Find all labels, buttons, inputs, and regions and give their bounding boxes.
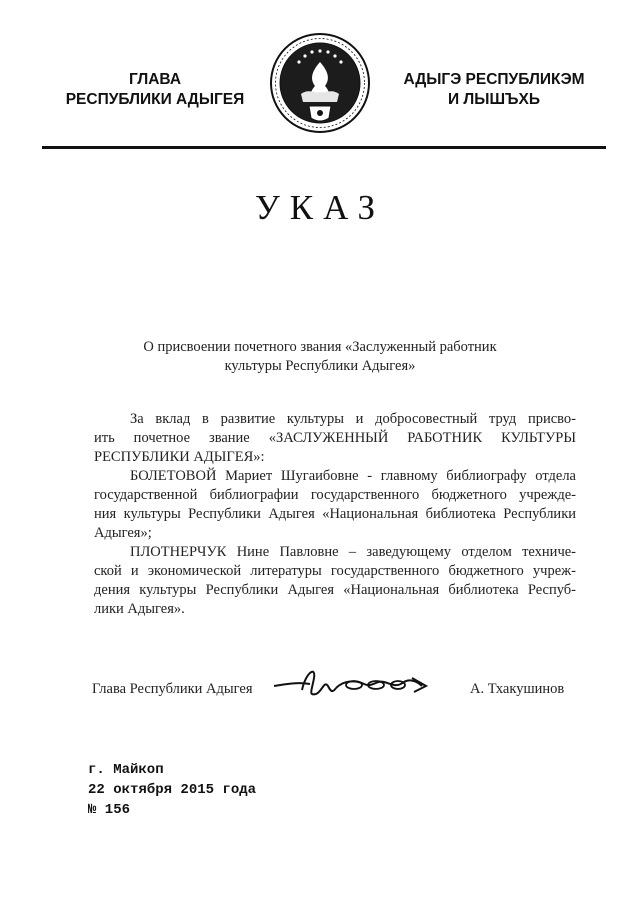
document-title: УКАЗ xyxy=(254,188,386,227)
body-line: ской и экономической литературы государственного бюджетного учреж- xyxy=(94,563,576,579)
coat-of-arms-icon xyxy=(269,32,371,134)
footer-number: № 156 xyxy=(88,802,131,818)
signatory-title: Глава Республики Адыгея xyxy=(92,681,253,697)
header-left-line2: РЕСПУБЛИКИ АДЫГЕЯ xyxy=(65,91,245,108)
header-right-line1: АДЫГЭ РЕСПУБЛИКЭМ xyxy=(403,71,585,88)
header-right-title xyxy=(380,70,608,110)
header-divider xyxy=(42,146,606,149)
body-line: дения культуры Республики Адыгея «Национальная библиотека Респуб- xyxy=(94,582,576,598)
document-subject xyxy=(120,338,520,376)
body-line: ить почетное звание «ЗАСЛУЖЕННЫЙ РАБОТНИК КУЛЬТУРЫ xyxy=(94,430,576,446)
header-right-line2: И ЛЫШЪХЬ xyxy=(447,91,541,108)
body-line: ПЛОТНЕРЧУК Нине Павловне – заведующему отделом техниче- xyxy=(130,544,576,560)
handwritten-signature-icon xyxy=(272,664,430,700)
body-line: РЕСПУБЛИКИ АДЫГЕЯ»: xyxy=(94,449,265,465)
footer-date: 22 октября 2015 года xyxy=(88,782,257,798)
body-line: За вклад в развитие культуры и добросовестный труд присво- xyxy=(130,411,576,427)
body-line: БОЛЕТОВОЙ Мариет Шугаибовне - главному библиографу отдела xyxy=(130,468,576,484)
subject-line-2: культуры Республики Адыгея» xyxy=(224,358,416,374)
signatory-name: А. Тхакушинов xyxy=(470,681,565,697)
header-left-title xyxy=(44,70,266,110)
document-body xyxy=(94,410,576,619)
body-line: Адыгея»; xyxy=(94,525,152,541)
body-line: ния культуры Республики Адыгея «Национальная библиотека Республики xyxy=(94,506,576,522)
body-line: лики Адыгея». xyxy=(94,601,185,617)
subject-line-1: О присвоении почетного звания «Заслуженный работник xyxy=(143,339,497,355)
header-left-line1: ГЛАВА xyxy=(128,71,182,88)
footer-city: г. Майкоп xyxy=(88,762,164,778)
document-footer xyxy=(88,760,256,820)
body-line: государственной библиографии государственного бюджетного учрежде- xyxy=(94,487,576,503)
